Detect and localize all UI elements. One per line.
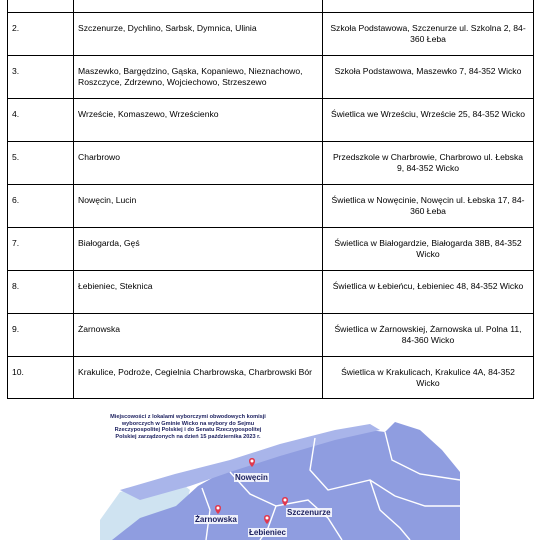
table-row: [8, 228, 534, 271]
district-number-cell: [8, 228, 74, 271]
polling-place: Świetlica w Łebieńcu, Łebieniec 48, 84-352 Wicko: [332, 281, 524, 291]
district-area: Maszewko, Bargędzino, Gąska, Kopaniewo, Nieznachowo, Roszczyce, Zdrzewno, Wojciechowo, Strzeszewo: [78, 66, 303, 87]
polling-place-cell: [323, 314, 534, 357]
district-area: Żarnowska: [78, 324, 121, 334]
district-number: 2.: [12, 23, 20, 33]
polling-place: Świetlica w Białogardzie, Białogarda 38B, 84-352 Wicko: [334, 238, 522, 259]
district-number: 9.: [12, 324, 20, 334]
district-area-cell: [74, 99, 323, 142]
polling-place-cell: [323, 13, 534, 56]
map-label-zarnowska: Żarnowska: [195, 515, 237, 524]
district-number: 3.: [12, 66, 20, 76]
map-label-szczenurze: Szczenurze: [287, 508, 331, 517]
polling-place: [323, 0, 533, 2]
district-area: Łebieniec, Steknica: [78, 281, 153, 291]
table-row: [8, 0, 534, 13]
polling-place-cell: [323, 185, 534, 228]
district-number-cell: [8, 99, 74, 142]
polling-districts-table: [7, 0, 534, 399]
district-area: [74, 0, 322, 2]
district-number: [8, 0, 73, 2]
polling-place-cell: [323, 228, 534, 271]
district-area: Nowęcin, Lucin: [78, 195, 137, 205]
district-area-cell: [74, 271, 323, 314]
district-area-cell: [74, 314, 323, 357]
polling-place-cell: [323, 271, 534, 314]
polling-place: Świetlica w Nowęcinie, Nowęcin ul. Łebska 17, 84-360 Łeba: [331, 195, 525, 216]
district-area-cell: [74, 185, 323, 228]
table-row: [8, 357, 534, 399]
district-number-cell: [8, 142, 74, 185]
table-row: [8, 99, 534, 142]
district-area-cell: [74, 56, 323, 99]
district-area-cell: [74, 357, 323, 399]
district-area: Krakulice, Podroże, Cegielnia Charbrowska, Charbrowski Bór: [78, 367, 313, 377]
district-area: Białogarda, Gęś: [78, 238, 140, 248]
polling-place: Świetlica w Krakulicach, Krakulice 4A, 84-352 Wicko: [341, 367, 515, 388]
table-row: [8, 314, 534, 357]
district-number: 7.: [12, 238, 20, 248]
district-number-cell: [8, 185, 74, 228]
district-number-cell: [8, 271, 74, 314]
district-number: 6.: [12, 195, 20, 205]
district-number: 8.: [12, 281, 20, 291]
district-area: Wrzeście, Komaszewo, Wrześcienko: [78, 109, 219, 119]
polling-place: Przedszkole w Charbrowie, Charbrowo ul. Łebska 9, 84-352 Wicko: [332, 152, 524, 173]
map-label-nowecin: Nowęcin: [235, 473, 268, 482]
polling-place: Świetlica we Wrześciu, Wrzeście 25, 84-352 Wicko: [330, 109, 526, 119]
district-number: 4.: [12, 109, 20, 119]
district-number-cell: [8, 0, 74, 13]
polling-place-cell: [323, 357, 534, 399]
district-area-cell: [74, 13, 323, 56]
table-row: [8, 142, 534, 185]
district-area-cell: [74, 142, 323, 185]
district-number-cell: [8, 314, 74, 357]
district-area-cell: [74, 0, 323, 13]
district-number: 5.: [12, 152, 20, 162]
district-area-cell: [74, 228, 323, 271]
polling-place-cell: [323, 0, 534, 13]
district-number: 10.: [12, 367, 24, 377]
polling-place: Świetlica w Żarnowskiej, Żarnowska ul. Polna 11, 84-360 Wicko: [334, 324, 522, 345]
map-caption: Miejscowości z lokalami wyborczymi obwodowych komisji wyborczych w Gminie Wicko na wybory do Sejmu Rzeczypospolitej Polskiej i do Senatu Rzeczypospolitej Polskiej zarządzonych na dzień 15 października 2023 r.: [110, 414, 266, 440]
district-area: Szczenurze, Dychlino, Sarbsk, Dymnica, Ulinia: [78, 23, 257, 33]
table-row: [8, 271, 534, 314]
district-number-cell: [8, 56, 74, 99]
polling-place-cell: [323, 56, 534, 99]
table-row: [8, 13, 534, 56]
district-number-cell: [8, 13, 74, 56]
district-number-cell: [8, 357, 74, 399]
district-area: Charbrowo: [78, 152, 121, 162]
table-row: [8, 56, 534, 99]
polling-place-cell: [323, 142, 534, 185]
polling-place: Szkoła Podstawowa, Szczenurze ul. Szkolna 2, 84-360 Łeba: [330, 23, 526, 44]
polling-place-cell: [323, 99, 534, 142]
polling-place: Szkoła Podstawowa, Maszewko 7, 84-352 Wicko: [334, 66, 522, 76]
table-row: [8, 185, 534, 228]
map-label-lebieniec: Łebieniec: [249, 528, 286, 537]
